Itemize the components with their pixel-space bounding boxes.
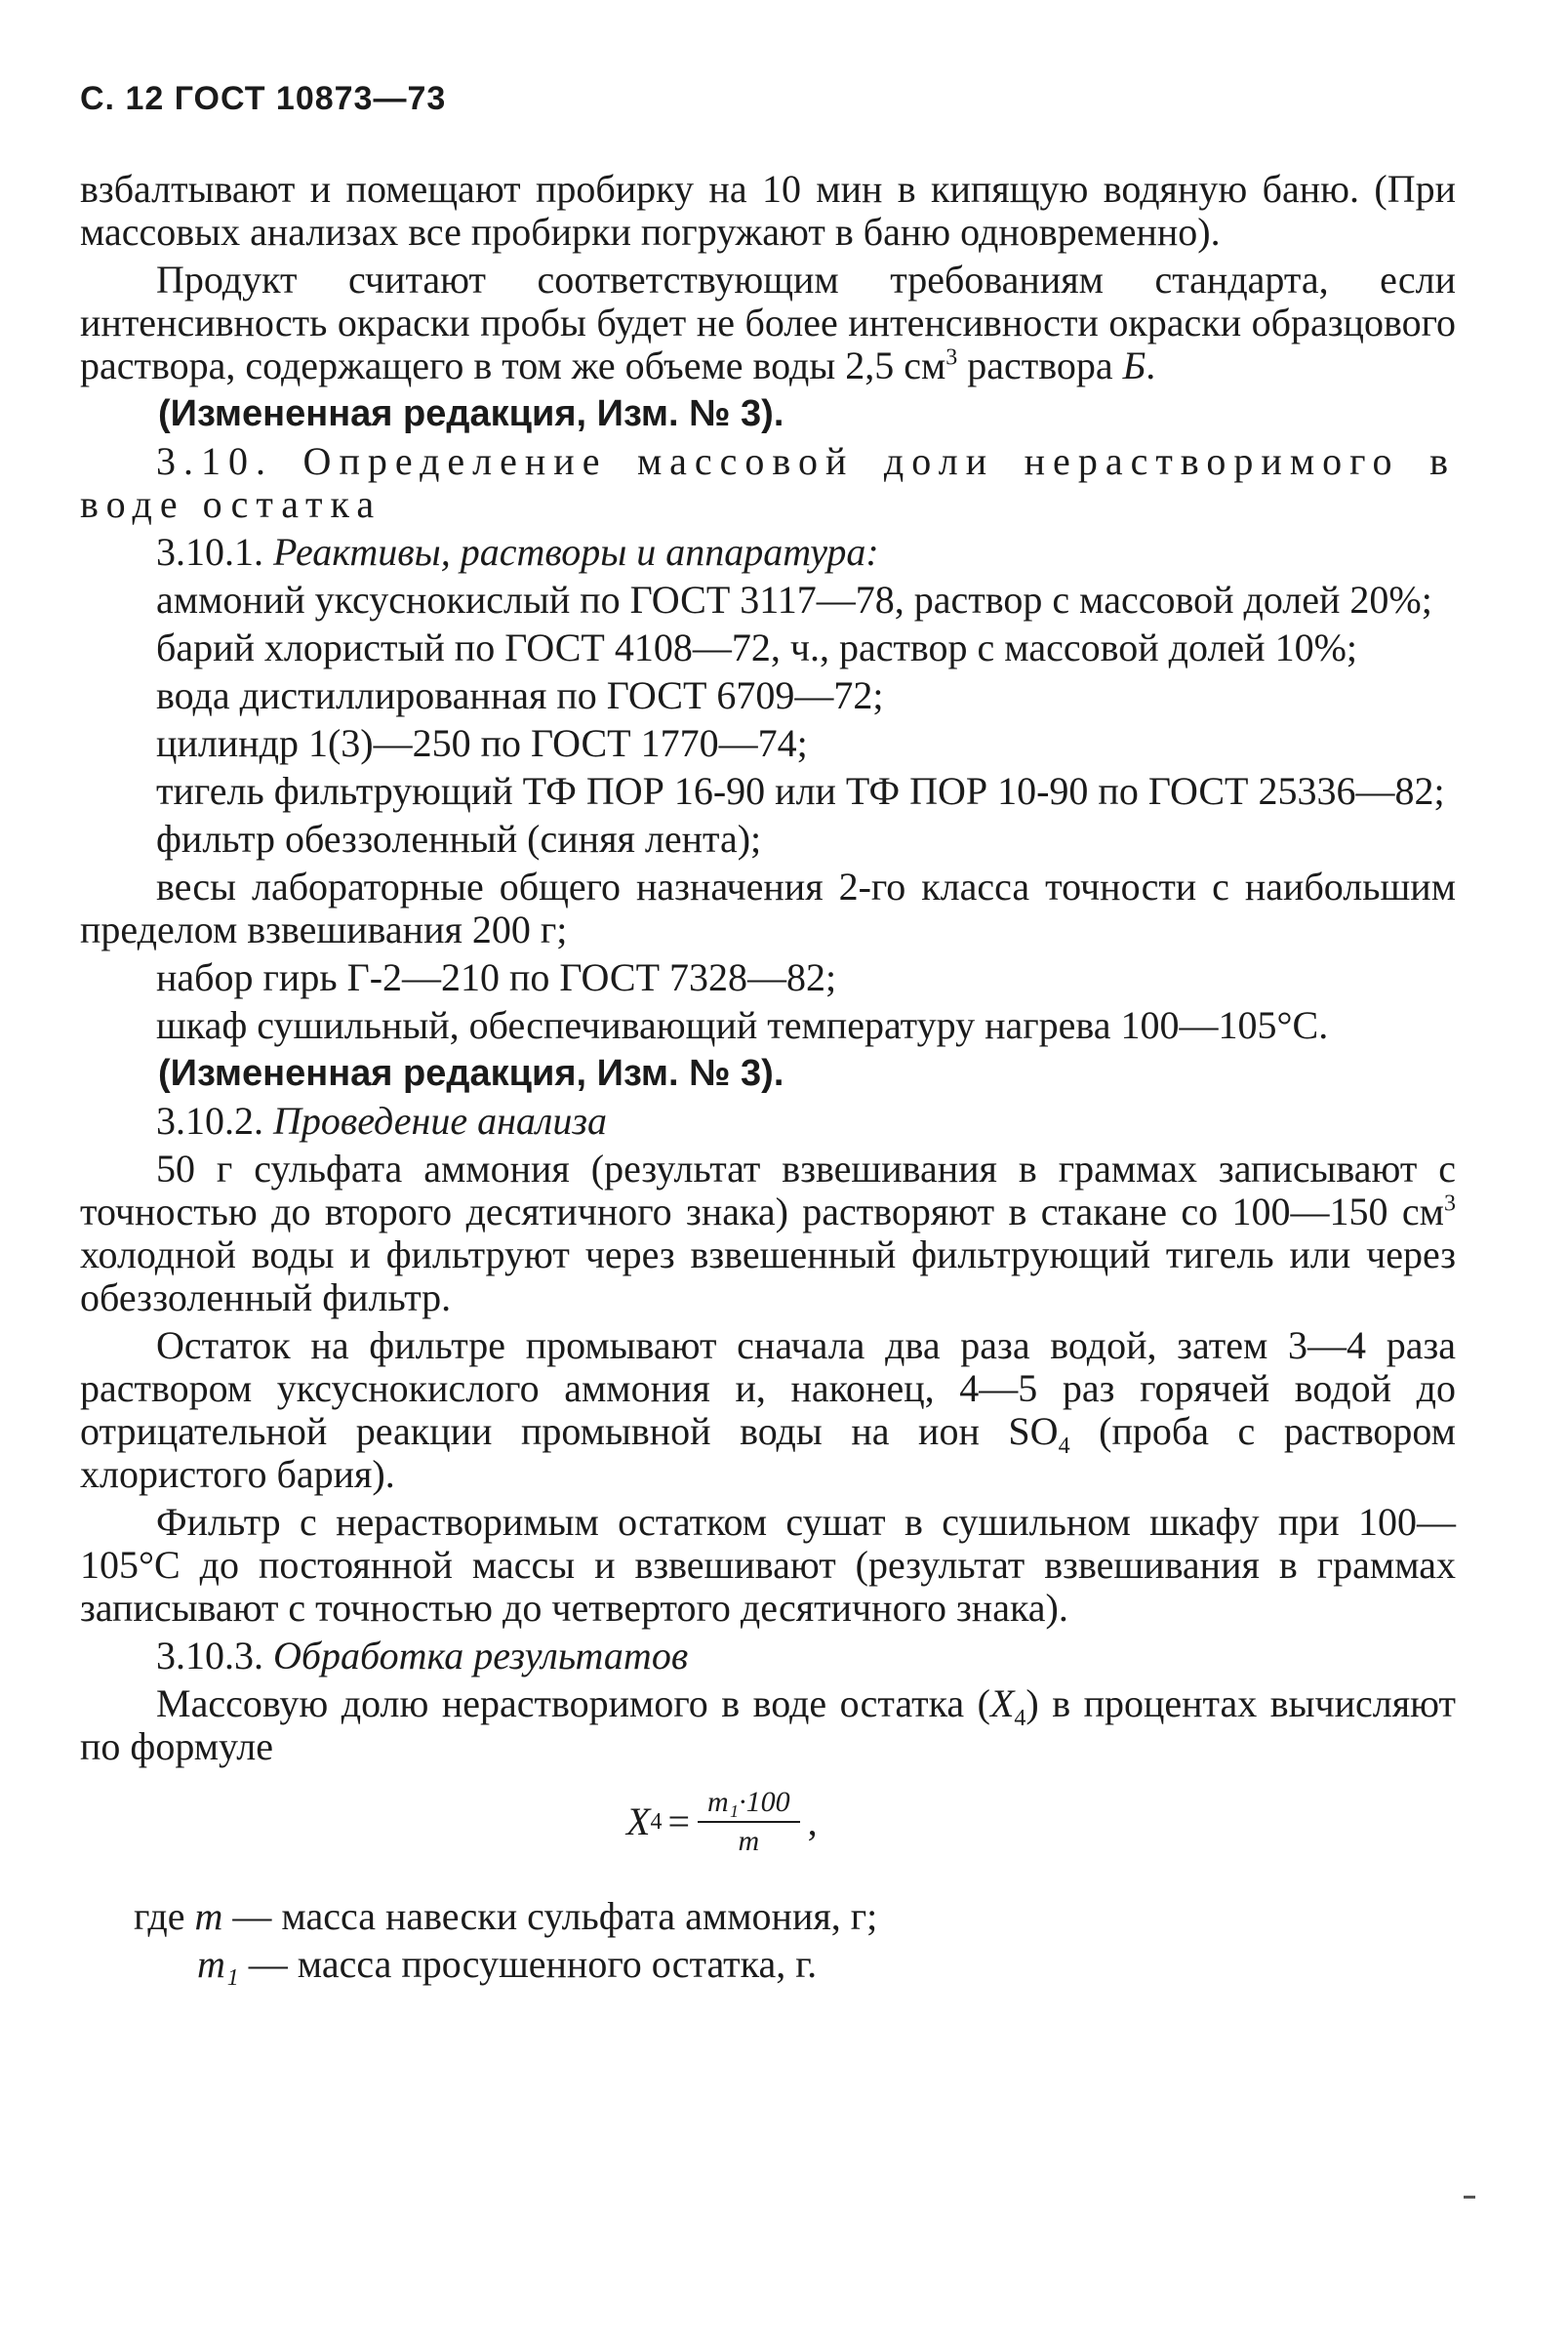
document-body	[80, 168, 1456, 1991]
list-item: фильтр обеззоленный (синяя лента);	[156, 817, 762, 861]
text: 50 г сульфата аммония (результат взвешивания в граммах записывают с точностью до второго десятичного знака) растворяют в стакане со 100—150 см	[80, 1147, 1456, 1233]
list-item: тигель фильтрующий ТФ ПОР 16-90 или ТФ ПОР 10-90 по ГОСТ 25336—82;	[156, 769, 1445, 813]
subscript: 4	[1058, 1434, 1070, 1459]
page-header: С. 12 ГОСТ 10873—73	[80, 80, 447, 117]
formula-numerator: m₁·100	[698, 1784, 800, 1823]
text: Остаток на фильтре промывают сначала два раза водой, затем 3—4 раза раствором уксуснокислого аммония и, наконец, 4—5 раз горячей водой до отрицательной реакции промывной воды на ион SO	[80, 1323, 1456, 1453]
scan-mark	[1464, 2196, 1475, 2199]
subsection-heading-3-10-2	[80, 1100, 1456, 1143]
paragraph-procedure	[80, 1148, 1456, 1319]
list-item: цилиндр 1(3)—250 по ГОСТ 1770—74;	[156, 721, 808, 765]
paragraph-calculation	[80, 1682, 1456, 1768]
amendment-note: (Измененная редакция, Изм. № 3).	[158, 393, 784, 434]
section-number: 3.10.2.	[156, 1099, 263, 1143]
text: (проба с раствором хлористого бария).	[80, 1409, 1456, 1496]
text: холодной воды и фильтруют через взвешенный фильтрующий тигель или через обеззоленный фильтр.	[80, 1232, 1456, 1319]
list-item: весы лабораторные общего назначения 2-го класса точности с наибольшим пределом взвешивания 200 г;	[80, 865, 1456, 951]
list-item: вода дистиллированная по ГОСТ 6709—72;	[156, 673, 884, 717]
paragraph-continuation: взбалтывают и помещают пробирку на 10 мин в кипящую водяную баню. (При массовых анализах все пробирки погружают в баню одновременно).	[80, 167, 1456, 254]
section-number: 3.10.3.	[156, 1634, 263, 1677]
list-item: шкаф сушильный, обеспечивающий температуру нагрева 100—105°С.	[156, 1003, 1329, 1047]
paragraph-washing	[80, 1324, 1456, 1496]
definition-m	[80, 1895, 1456, 1938]
variable: m₁	[197, 1942, 239, 1986]
formula-denominator: m	[738, 1825, 760, 1857]
paragraph-conformity	[80, 259, 1456, 387]
text: где	[134, 1894, 195, 1938]
formula	[80, 1776, 1456, 1889]
list-item: барий хлористый по ГОСТ 4108—72, ч., раствор с массовой долей 10%;	[156, 626, 1357, 669]
text: — масса просушенного остатка, г.	[238, 1942, 818, 1986]
text: ) в процентах вычисляют по формуле	[80, 1681, 1456, 1768]
definition-m1	[80, 1943, 1456, 1986]
text: раствора	[957, 343, 1123, 387]
superscript: 3	[945, 344, 958, 371]
text: Продукт считают соответствующим требованиям стандарта, если интенсивность окраски пробы будет не более интенсивности окраски образцового раствора, содержащего в том же объеме воды 2,5 см	[80, 258, 1456, 387]
superscript: 3	[1444, 1191, 1456, 1217]
amendment-note: (Измененная редакция, Изм. № 3).	[158, 1053, 784, 1094]
formula-expression: X 4 = $\frac{\text{m₁·100}}{m}$ ,	[626, 1784, 818, 1860]
paragraph-drying: Фильтр с нерастворимым остатком сушат в сушильном шкафу при 100—105°С до постоянной массы и взвешивают (результат взвешивания в граммах записывают с точностью до четвертого десятичного знака).	[80, 1500, 1456, 1630]
text: Массовую долю нерастворимого в воде остатка (	[156, 1681, 990, 1725]
subscript: 4	[1014, 1706, 1026, 1731]
section-number: 3.10.1.	[156, 530, 263, 574]
section-title: Проведение анализа	[273, 1099, 607, 1143]
formula-equals: =	[667, 1799, 690, 1843]
subsection-heading-3-10-1	[80, 531, 1456, 574]
section-title: Обработка результатов	[273, 1634, 689, 1677]
list-item: аммоний уксуснокислый по ГОСТ 3117—78, раствор с массовой долей 20%;	[156, 578, 1432, 622]
subsection-heading-3-10-3	[80, 1635, 1456, 1677]
list-item: набор гирь Г-2—210 по ГОСТ 7328—82;	[156, 955, 837, 999]
variable: X	[989, 1681, 1015, 1725]
formula-fraction	[698, 1784, 800, 1860]
text: .	[1146, 343, 1156, 387]
text: — масса навески сульфата аммония, г;	[222, 1894, 878, 1938]
variable: m	[194, 1894, 223, 1938]
formula-lhs-variable: X	[626, 1799, 651, 1843]
italic-text: Б	[1122, 343, 1146, 387]
section-heading-3-10: 3.10. Определение массовой доли нерастворимого в воде остатка	[80, 439, 1456, 526]
section-title: Реактивы, растворы и аппаратура:	[273, 530, 879, 574]
formula-trailing-comma: ,	[807, 1799, 818, 1843]
